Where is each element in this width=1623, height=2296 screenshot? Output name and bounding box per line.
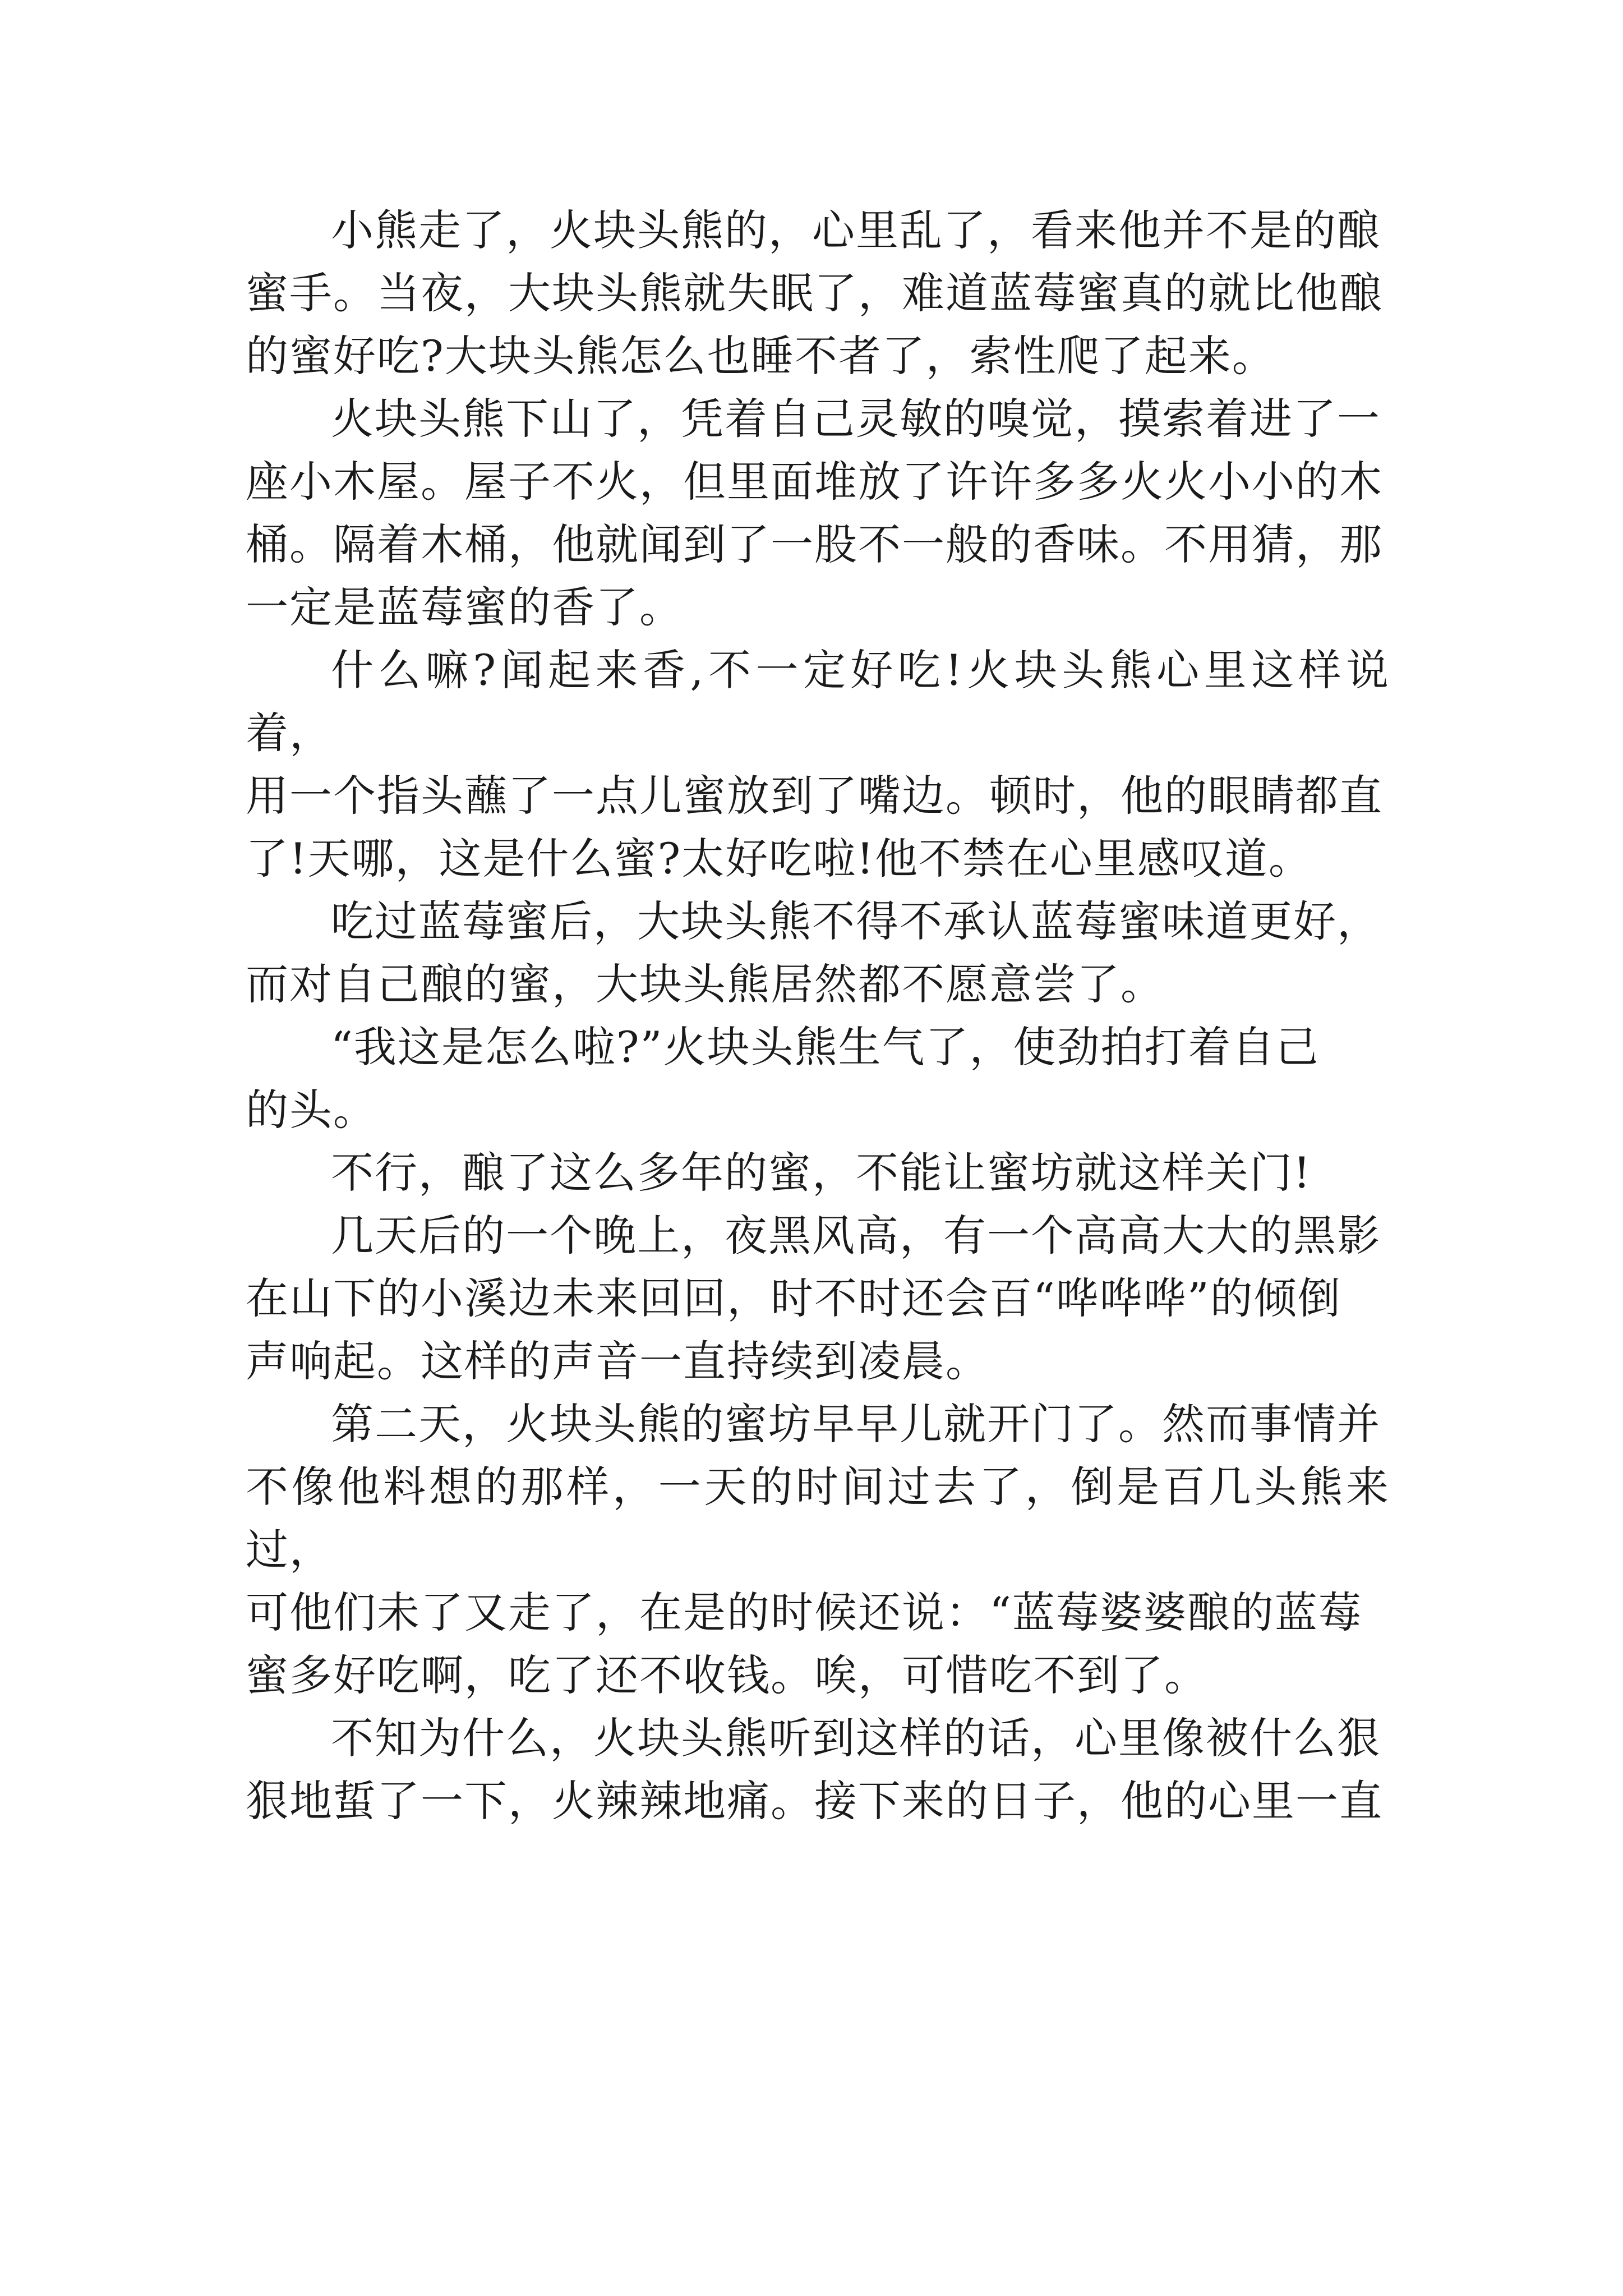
- text-line: 火块头熊下山了，凭着自己灵敏的嗅觉，摸索着进了一: [331, 394, 1381, 444]
- paragraph-9: [246, 1707, 1390, 1833]
- paragraph-5: [246, 1016, 1390, 1142]
- text-line: 座小木屋。屋子不火，但里面堆放了许许多多火火小小的木: [246, 457, 1383, 507]
- text-line: “我这是怎么啦?”火块头熊生气了，使劲拍打着自己: [331, 1022, 1320, 1072]
- story-text: [246, 199, 1390, 1833]
- text-line: 而对自己酿的蜜，大块头熊居然都不愿意尝了。: [246, 959, 1164, 1009]
- text-line: 几天后的一个晚上，夜黑风高，有一个高高大大的黑影: [331, 1211, 1381, 1260]
- text-line: 用一个指头蘸了一点儿蜜放到了嘴边。顿时，他的眼睛都直: [246, 771, 1383, 821]
- text-line: 不行，酿了这么多年的蜜，不能让蜜坊就这样关门!: [331, 1148, 1312, 1198]
- text-line: 了!天哪，这是什么蜜?太好吃啦!他不禁在心里感叹道。: [246, 834, 1312, 884]
- text-line: 在山下的小溪边未来回回，时不时还会百“哗哗哗”的倾倒: [246, 1273, 1341, 1323]
- text-line: 小熊走了，火块头熊的，心里乱了，看来他并不是的酿: [331, 205, 1381, 255]
- text-line: 声响起。这样的声音一直持续到凌晨。: [246, 1336, 989, 1386]
- text-line: 蜜多好吃啊，吃了还不收钱。唉，可惜吃不到了。: [246, 1650, 1208, 1700]
- text-line: 吃过蓝莓蜜后，大块头熊不得不承认蓝莓蜜味道更好，: [331, 896, 1381, 946]
- paragraph-3: [246, 639, 1390, 890]
- text-line: 一定是蓝莓蜜的香了。: [246, 582, 683, 632]
- text-line: 的蜜好吃?大块头熊怎么也睡不者了，索性爬了起来。: [246, 331, 1276, 381]
- text-line: 不像他料想的那样，一天的时间过去了，倒是百几头熊来过，: [246, 1462, 1390, 1575]
- paragraph-2: [246, 388, 1390, 639]
- paragraph-7: [246, 1204, 1390, 1393]
- paragraph-4: [246, 890, 1390, 1016]
- text-line: 不知为什么，火块头熊听到这样的话，心里像被什么狠: [331, 1713, 1381, 1763]
- text-line: 什么嘛?闻起来香,不一定好吃!火块头熊心里这样说着，: [246, 645, 1390, 758]
- paragraph-1: [246, 199, 1390, 388]
- text-line: 蜜手。当夜，大块头熊就失眠了，难道蓝莓蜜真的就比他酿: [246, 268, 1383, 318]
- text-line: 的头。: [246, 1085, 377, 1135]
- text-line: 狠地蜇了一下，火辣辣地痛。接下来的日子，他的心里一直: [246, 1776, 1383, 1826]
- text-line: 可他们未了又走了，在是的时候还说：“蓝莓婆婆酿的蓝莓: [246, 1588, 1362, 1637]
- text-line: 桶。隔着木桶，他就闻到了一股不一般的香味。不用猜，那: [246, 519, 1383, 569]
- text-line: 第二天，火块头熊的蜜坊早早儿就开门了。然而事情并: [331, 1399, 1381, 1449]
- paragraph-8: [246, 1393, 1390, 1707]
- paragraph-6: [246, 1142, 1390, 1204]
